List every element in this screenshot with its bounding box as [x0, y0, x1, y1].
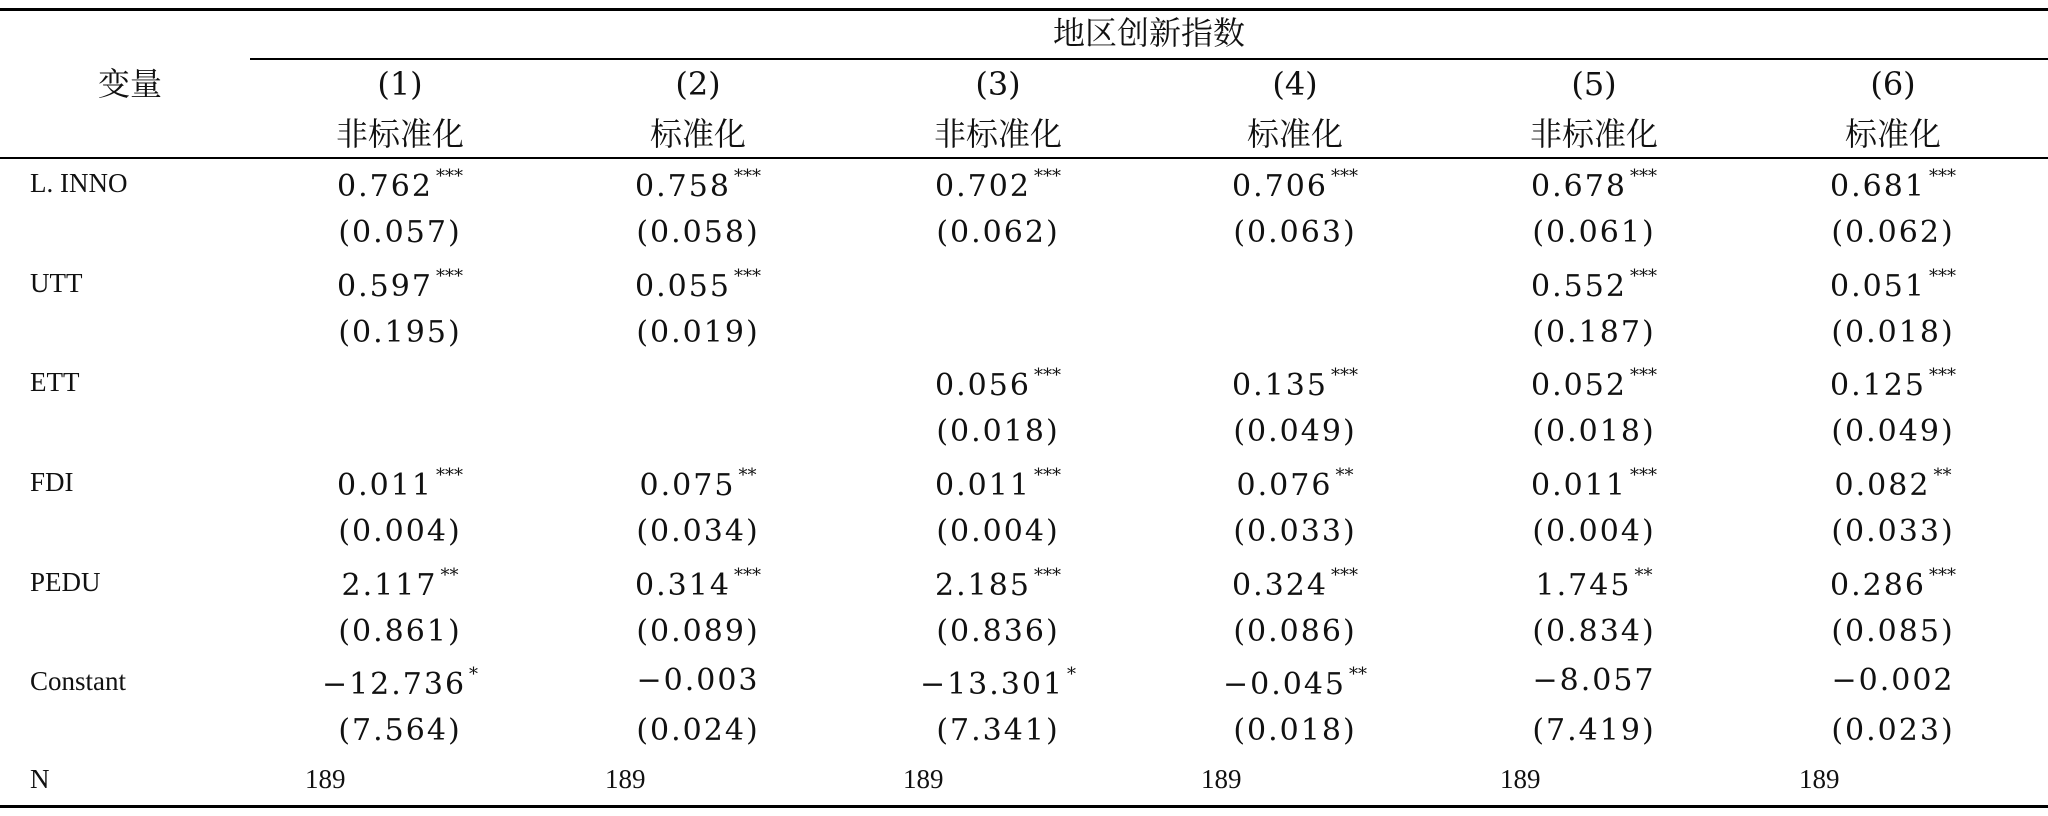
header-rule [0, 157, 2048, 159]
column-number: (2) [675, 65, 721, 103]
coefficient-value: −8.057 [1532, 663, 1656, 698]
standard-error: (0.057) [338, 215, 462, 250]
observation-count: 189 [1799, 764, 1840, 794]
coefficient-value: 0.011 *** [1531, 465, 1657, 503]
standard-error: (0.086) [1233, 614, 1357, 649]
standard-error: (0.018) [1233, 713, 1357, 748]
standard-error: (0.034) [636, 514, 760, 549]
significance-stars: *** [1629, 166, 1657, 187]
significance-stars: ** [1349, 664, 1368, 685]
significance-stars: ** [1933, 465, 1952, 486]
standard-error: (0.058) [636, 215, 760, 250]
standard-error: (0.089) [636, 614, 760, 649]
significance-stars: *** [435, 266, 463, 287]
significance-stars: *** [733, 266, 761, 287]
observation-count: 189 [903, 764, 944, 794]
standard-error: (0.004) [1532, 514, 1656, 549]
standard-error: (0.836) [936, 614, 1060, 649]
significance-stars: *** [435, 465, 463, 486]
column-number: (4) [1272, 65, 1318, 103]
coefficient-value: 0.055 *** [635, 266, 761, 304]
coefficient-value: 0.135 *** [1232, 365, 1358, 403]
standard-error: (0.187) [1532, 315, 1656, 350]
coefficient-value: 2.117 ** [341, 565, 459, 603]
observation-count: 189 [305, 764, 346, 794]
significance-stars: *** [1033, 365, 1061, 386]
row-label: L. INNO [30, 168, 128, 198]
column-type: 标准化 [1246, 115, 1344, 153]
standard-error: (0.004) [936, 514, 1060, 549]
column-number: (3) [975, 65, 1021, 103]
standard-error: (0.861) [338, 614, 462, 649]
standard-error: (0.018) [1831, 315, 1955, 350]
standard-error: (0.023) [1831, 713, 1955, 748]
coefficient-value: 1.745 ** [1535, 565, 1653, 603]
coefficient-value: 0.076 ** [1236, 465, 1354, 503]
standard-error: (0.033) [1831, 514, 1955, 549]
significance-stars: ** [1634, 565, 1653, 586]
column-type: 标准化 [1844, 115, 1942, 153]
coefficient-value: 0.597 *** [337, 266, 463, 304]
significance-stars: *** [733, 166, 761, 187]
standard-error: (0.033) [1233, 514, 1357, 549]
significance-stars: * [469, 664, 479, 685]
standard-error: (0.018) [936, 414, 1060, 449]
column-number: (1) [377, 65, 423, 103]
standard-error: (0.024) [636, 713, 760, 748]
column-type: 标准化 [649, 115, 747, 153]
variable-header: 变量 [97, 65, 163, 103]
significance-stars: ** [440, 565, 459, 586]
significance-stars: *** [1928, 565, 1956, 586]
significance-stars: *** [1033, 565, 1061, 586]
column-type: 非标准化 [1529, 115, 1659, 153]
standard-error: (0.062) [936, 215, 1060, 250]
row-label: FDI [30, 467, 74, 497]
significance-stars: *** [1033, 166, 1061, 187]
significance-stars: * [1067, 664, 1077, 685]
significance-stars: *** [1330, 365, 1358, 386]
standard-error: (0.085) [1831, 614, 1955, 649]
coefficient-value: 0.051 *** [1830, 266, 1956, 304]
column-number: (5) [1571, 65, 1617, 103]
coefficient-value: 0.052 *** [1531, 365, 1657, 403]
standard-error: (0.049) [1233, 414, 1357, 449]
coefficient-value: 0.681 *** [1830, 166, 1956, 204]
standard-error: (0.061) [1532, 215, 1656, 250]
standard-error: (0.004) [338, 514, 462, 549]
observation-count: 189 [1500, 764, 1541, 794]
significance-stars: *** [1330, 166, 1358, 187]
coefficient-value: −0.002 [1831, 663, 1955, 698]
significance-stars: *** [1928, 166, 1956, 187]
column-type: 非标准化 [335, 115, 465, 153]
row-label: UTT [30, 268, 83, 298]
coefficient-value: 0.011 *** [935, 465, 1061, 503]
coefficient-value: −13.301 * [919, 664, 1077, 702]
coefficient-value: 0.324 *** [1232, 565, 1358, 603]
standard-error: (0.062) [1831, 215, 1955, 250]
standard-error: (0.018) [1532, 414, 1656, 449]
coefficient-value: 0.758 *** [635, 166, 761, 204]
standard-error: (0.063) [1233, 215, 1357, 250]
standard-error: (0.049) [1831, 414, 1955, 449]
row-label: ETT [30, 367, 80, 397]
group-rule [250, 58, 2048, 60]
observation-count: 189 [1201, 764, 1242, 794]
bottom-rule [0, 805, 2048, 808]
coefficient-value: 0.702 *** [935, 166, 1061, 204]
standard-error: (0.019) [636, 315, 760, 350]
coefficient-value: 0.075 ** [639, 465, 757, 503]
significance-stars: *** [1928, 266, 1956, 287]
row-label: Constant [30, 666, 127, 696]
coefficient-value: 0.056 *** [935, 365, 1061, 403]
coefficient-value: 0.706 *** [1232, 166, 1358, 204]
coefficient-value: 0.286 *** [1830, 565, 1956, 603]
coefficient-value: −12.736 * [321, 664, 479, 702]
significance-stars: *** [1033, 465, 1061, 486]
significance-stars: *** [1928, 365, 1956, 386]
significance-stars: *** [1330, 565, 1358, 586]
significance-stars: *** [733, 565, 761, 586]
coefficient-value: 0.314 *** [635, 565, 761, 603]
coefficient-value: 0.678 *** [1531, 166, 1657, 204]
significance-stars: ** [738, 465, 757, 486]
standard-error: (0.195) [338, 315, 462, 350]
significance-stars: ** [1335, 465, 1354, 486]
coefficient-value: 0.762 *** [337, 166, 463, 204]
coefficient-value: 0.082 ** [1834, 465, 1952, 503]
coefficient-value: 0.552 *** [1531, 266, 1657, 304]
coefficient-value: −0.003 [636, 663, 760, 698]
coefficient-value: 0.125 *** [1830, 365, 1956, 403]
standard-error: (7.564) [338, 713, 462, 748]
significance-stars: *** [1629, 365, 1657, 386]
significance-stars: *** [1629, 465, 1657, 486]
standard-error: (0.834) [1532, 614, 1656, 649]
observation-count: 189 [605, 764, 646, 794]
significance-stars: *** [1629, 266, 1657, 287]
top-rule [0, 8, 2048, 11]
significance-stars: *** [435, 166, 463, 187]
row-label: N [30, 764, 50, 794]
coefficient-value: −0.045 ** [1222, 664, 1368, 702]
column-number: (6) [1870, 65, 1916, 103]
row-label: PEDU [30, 567, 101, 597]
group-header: 地区创新指数 [1052, 14, 1246, 52]
standard-error: (7.341) [936, 713, 1060, 748]
coefficient-value: 0.011 *** [337, 465, 463, 503]
column-type: 非标准化 [933, 115, 1063, 153]
coefficient-value: 2.185 *** [935, 565, 1061, 603]
standard-error: (7.419) [1532, 713, 1656, 748]
